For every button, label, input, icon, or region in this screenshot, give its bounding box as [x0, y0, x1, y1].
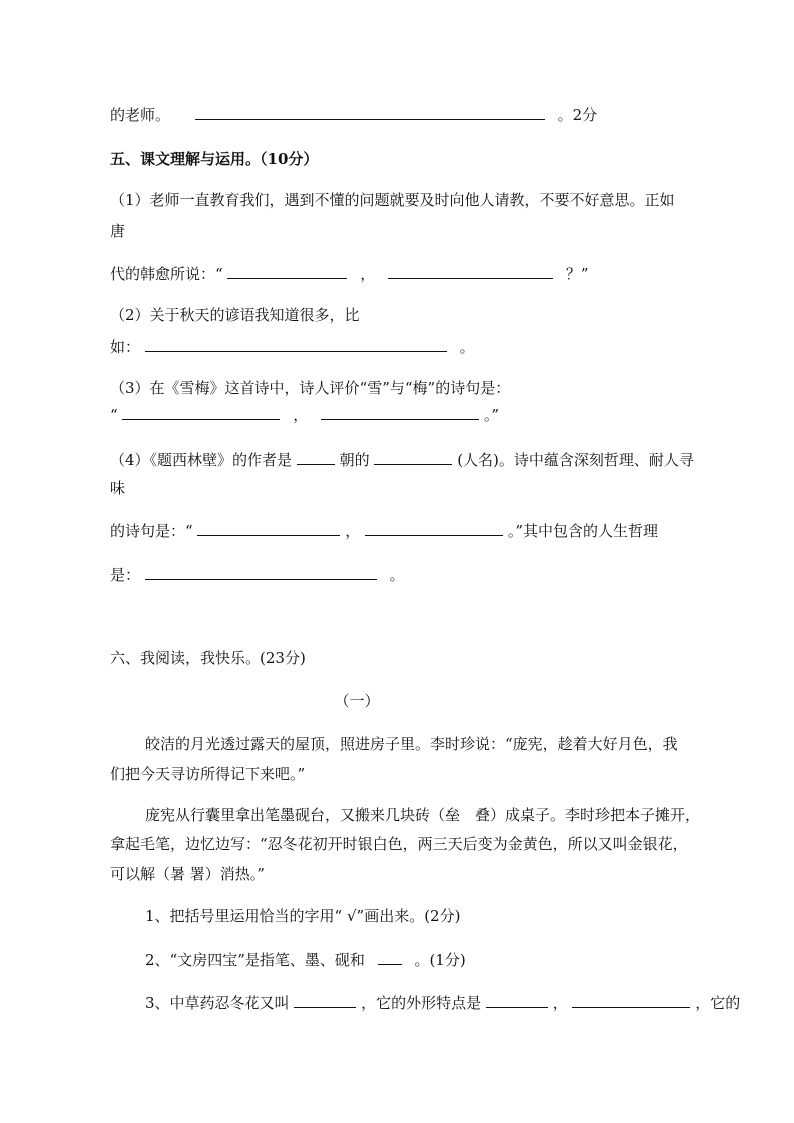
reading-subtitle: （一） [334, 692, 380, 710]
period: 。 [459, 338, 475, 356]
comma: ， [293, 406, 309, 424]
answer-blank[interactable] [227, 263, 347, 279]
answer-blank[interactable] [321, 404, 479, 420]
answer-blank[interactable] [145, 564, 377, 580]
answer-blank[interactable] [122, 404, 280, 420]
answer-blank[interactable] [145, 336, 447, 352]
question-5-4-rest: (人名)。诗中蕴含深刻哲理、耐人寻 [457, 451, 694, 469]
reading-question-1: 1、把括号里运用恰当的字用“ √”画出来。(2分) [145, 907, 461, 925]
answer-blank[interactable] [195, 104, 545, 120]
question-5-2-line-1: （2）关于秋天的谚语我知道很多，比 [110, 306, 360, 324]
question-5-4-philosophy-prefix: 是： [110, 566, 141, 584]
question-5-1-line-1: （1）老师一直教育我们，遇到不懂的问题就要及时向他人请教，不要不好意思。正如 [110, 191, 675, 209]
reading-question-2 [145, 949, 466, 970]
question-5-4-line-1 [110, 449, 694, 470]
reading-para-1-line-2: 们把今天寻访所得记下来吧。” [110, 765, 306, 783]
answer-blank[interactable] [378, 949, 402, 965]
question-5-4-poem-prefix: 的诗句是：“ [110, 522, 193, 540]
period: 。 [389, 566, 405, 584]
continued-question-line [110, 104, 597, 125]
continued-question-prefix: 的老师。 [110, 106, 171, 124]
dynasty-suffix: 朝的 [339, 451, 370, 469]
answer-blank[interactable] [572, 992, 690, 1008]
author-name-blank[interactable] [374, 449, 452, 465]
open-quote: “ [110, 406, 118, 424]
section-6-title: 六、我阅读，我快乐。(23分) [110, 649, 306, 667]
question-5-2-prefix: 如： [110, 338, 141, 356]
reading-para-2-line-2: 拿起毛笔，边忆边写：“忍冬花初开时银白色，两三天后变为金黄色，所以又叫金银花， [110, 835, 688, 853]
question-5-4-line-2: 味 [110, 479, 126, 497]
reading-question-3-suffix: ，它的 [695, 994, 741, 1012]
reading-para-2-line-3: 可以解（暑 署）消热。” [110, 865, 265, 883]
score-note: 。2分 [557, 106, 598, 124]
reading-question-2-prefix: 2、“文房四宝”是指笔、墨、砚和 [145, 951, 365, 969]
question-5-4-philosophy: 。”其中包含的人生哲理 [507, 522, 658, 540]
answer-blank[interactable] [388, 263, 553, 279]
score-note: 。(1分) [414, 951, 466, 969]
question-5-3-line-1: （3）在《雪梅》这首诗中，诗人评价“雪”与“梅”的诗句是： [110, 379, 511, 397]
answer-blank[interactable] [197, 520, 340, 536]
question-5-2-line-2 [110, 336, 475, 357]
question-5-1-prefix: 代的韩愈所说：“ [110, 265, 223, 283]
comma: ， [552, 994, 568, 1012]
reading-question-3-mid: ，它的外形特点是 [361, 994, 482, 1012]
question-5-4-line-3 [110, 520, 658, 541]
answer-blank[interactable] [486, 992, 548, 1008]
question-5-4-line-4 [110, 564, 405, 585]
question-5-1-line-3 [110, 263, 588, 284]
comma: ， [345, 522, 361, 540]
reading-question-3 [145, 992, 740, 1013]
question-mark-quote: ？” [565, 265, 589, 283]
dynasty-blank[interactable] [297, 449, 335, 465]
section-5-title: 五、课文理解与运用。（10分） [110, 150, 319, 168]
question-5-4-prefix: （4）《题西林壁》的作者是 [110, 451, 293, 469]
reading-para-1-line-1: 皎洁的月光透过露天的屋顶，照进房子里。李时珍说：“庞宪，趁着大好月色，我 [145, 735, 678, 753]
reading-para-2-line-1: 庞宪从行囊里拿出笔墨砚台，又搬来几块砖（垒 叠）成桌子。李时珍把本子摊开， [145, 806, 701, 824]
comma: ， [360, 265, 376, 283]
answer-blank[interactable] [365, 520, 503, 536]
reading-question-3-prefix: 3、中草药忍冬花又叫 [145, 994, 290, 1012]
question-5-1-line-2: 唐 [110, 222, 126, 240]
answer-blank[interactable] [294, 992, 356, 1008]
question-5-3-line-2 [110, 404, 499, 425]
close-quote: 。” [483, 406, 499, 424]
